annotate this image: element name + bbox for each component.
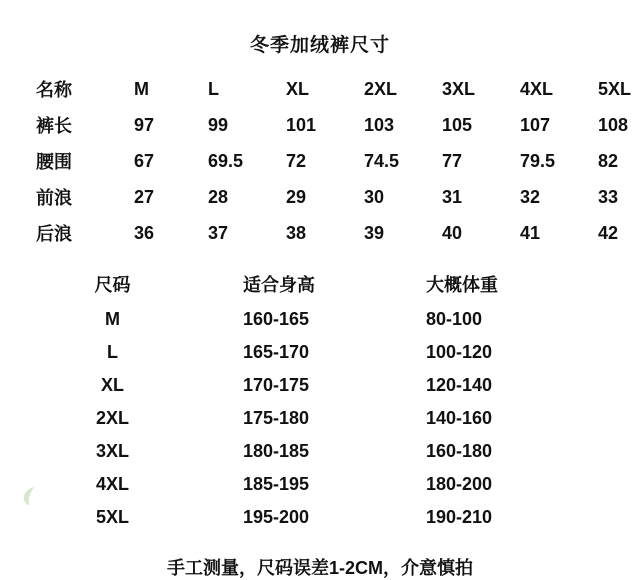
measurement-table <box>0 71 640 251</box>
size-cell-size: L <box>107 342 118 362</box>
size-cell-height: 170-175 <box>243 375 310 395</box>
cell-pant-length-l: 99 <box>208 114 229 135</box>
size-cell-size: XL <box>100 375 124 395</box>
cell-back-rise-xl: 38 <box>286 222 307 243</box>
size-header-size: 尺码 <box>94 275 131 295</box>
size-cell-height: 160-165 <box>243 309 310 329</box>
measurement-table-header-row <box>0 71 640 107</box>
cell-pant-length-m: 97 <box>134 114 155 135</box>
row-label-pant-length: 裤长 <box>36 116 72 136</box>
size-cell-height: 175-180 <box>243 408 310 428</box>
table-row <box>0 435 640 468</box>
size-header-height: 适合身高 <box>243 275 315 295</box>
size-recommendation-table <box>0 265 640 534</box>
cell-front-rise-2xl: 30 <box>364 186 385 207</box>
size-cell-size: 3XL <box>95 441 129 461</box>
cell-front-rise-m: 27 <box>134 186 155 207</box>
cell-back-rise-5xl: 42 <box>598 222 619 243</box>
measurement-header-4xl: 4XL <box>520 78 554 99</box>
cell-pant-length-2xl: 103 <box>364 114 395 135</box>
size-header-weight: 大概体重 <box>426 275 498 295</box>
cell-front-rise-3xl: 31 <box>442 186 463 207</box>
size-cell-weight: 160-180 <box>426 441 493 461</box>
measurement-header-2xl: 2XL <box>364 78 398 99</box>
size-cell-height: 185-195 <box>243 474 310 494</box>
cell-back-rise-2xl: 39 <box>364 222 385 243</box>
cell-back-rise-3xl: 40 <box>442 222 463 243</box>
row-label-back-rise: 后浪 <box>36 224 72 244</box>
size-cell-size: M <box>105 309 120 329</box>
size-cell-size: 2XL <box>95 408 129 428</box>
row-label-waist: 腰围 <box>36 152 72 172</box>
table-row <box>0 468 640 501</box>
cell-pant-length-5xl: 108 <box>598 114 629 135</box>
size-cell-height: 180-185 <box>243 441 310 461</box>
cell-front-rise-5xl: 33 <box>598 186 619 207</box>
cell-front-rise-4xl: 32 <box>520 186 541 207</box>
cell-waist-5xl: 82 <box>598 150 619 171</box>
cell-waist-3xl: 77 <box>442 150 463 171</box>
cell-waist-l: 69.5 <box>208 150 244 171</box>
measurement-disclaimer: 手工测量，尺码误差1-2CM，介意慎拍 <box>166 558 473 578</box>
table-row <box>0 336 640 369</box>
size-cell-size: 5XL <box>95 507 129 527</box>
measurement-header-m: M <box>134 78 149 99</box>
size-cell-weight: 80-100 <box>426 309 483 329</box>
size-cell-weight: 190-210 <box>426 507 493 527</box>
measurement-header-xl: XL <box>286 78 310 99</box>
measurement-header-5xl: 5XL <box>598 78 632 99</box>
size-cell-size: 4XL <box>95 474 129 494</box>
cell-back-rise-m: 36 <box>134 222 155 243</box>
table-row <box>0 179 640 215</box>
size-cell-weight: 120-140 <box>426 375 493 395</box>
cell-pant-length-xl: 101 <box>286 114 317 135</box>
table-row <box>0 303 640 336</box>
table-row <box>0 143 640 179</box>
row-label-front-rise: 前浪 <box>36 188 72 208</box>
size-cell-weight: 140-160 <box>426 408 493 428</box>
cell-back-rise-l: 37 <box>208 222 229 243</box>
page-title: 冬季加绒裤尺寸 <box>249 35 390 56</box>
measurement-header-3xl: 3XL <box>442 78 476 99</box>
leaf-watermark-icon <box>22 486 36 506</box>
size-table-header-row <box>0 265 640 303</box>
size-cell-height: 165-170 <box>243 342 310 362</box>
size-cell-weight: 180-200 <box>426 474 493 494</box>
cell-waist-2xl: 74.5 <box>364 150 400 171</box>
size-cell-height: 195-200 <box>243 507 310 527</box>
cell-front-rise-l: 28 <box>208 186 229 207</box>
cell-pant-length-3xl: 105 <box>442 114 473 135</box>
table-row <box>0 369 640 402</box>
size-cell-weight: 100-120 <box>426 342 493 362</box>
cell-back-rise-4xl: 41 <box>520 222 541 243</box>
cell-waist-4xl: 79.5 <box>520 150 556 171</box>
cell-pant-length-4xl: 107 <box>520 114 551 135</box>
table-row <box>0 215 640 251</box>
table-row <box>0 501 640 534</box>
cell-waist-m: 67 <box>134 150 155 171</box>
cell-front-rise-xl: 29 <box>286 186 307 207</box>
table-row <box>0 107 640 143</box>
table-row <box>0 402 640 435</box>
measurement-header-l: L <box>208 78 219 99</box>
cell-waist-xl: 72 <box>286 150 307 171</box>
measurement-header-name: 名称 <box>36 80 72 100</box>
